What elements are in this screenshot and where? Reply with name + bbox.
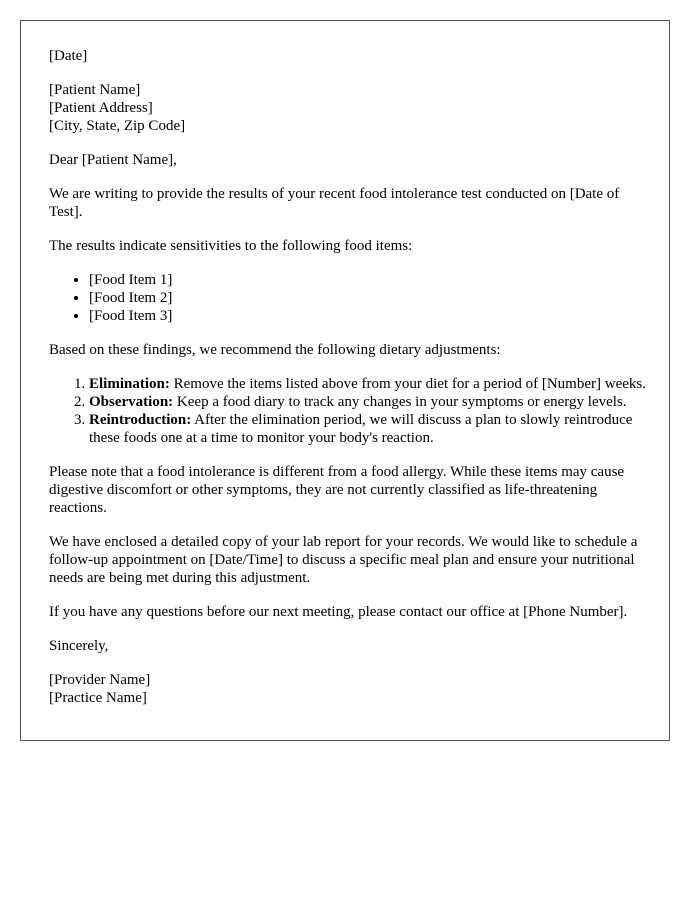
practice-name: [Practice Name]	[49, 690, 147, 706]
food-item: • [Food Item 2]	[89, 289, 649, 307]
intro-paragraph: We are writing to provide the results of your recent food intolerance test conducted on [Date of Test].	[49, 186, 620, 220]
results-intro: The results indicate sensitivities to the following food items:	[49, 238, 413, 254]
recipient-name: [Patient Name]	[49, 82, 141, 98]
recommend-intro: Based on these findings, we recommend the following dietary adjustments:	[49, 342, 501, 358]
letter-page	[20, 20, 670, 741]
adjustment-term: Reintroduction:	[89, 412, 192, 428]
adjustment-item	[89, 411, 649, 447]
salutation: Dear [Patient Name],	[49, 152, 177, 168]
adjustment-item	[89, 375, 649, 393]
adjustment-term: Observation:	[89, 394, 174, 410]
food-item: • [Food Item 3]	[89, 307, 649, 325]
closing: Sincerely,	[49, 638, 109, 654]
food-items-list	[49, 271, 649, 325]
followup-paragraph: We have enclosed a detailed copy of your lab report for your records. We would like to schedule a follow-up appointment on [Date/Time] to discuss a specific meal plan and ensure your nutritional needs are being met during this adjustment.	[49, 534, 638, 586]
adjustment-text: Keep a food diary to track any changes in your symptoms or energy levels.	[173, 394, 627, 410]
contact-paragraph: If you have any questions before our next meeting, please contact our office at [Phone Number].	[49, 604, 628, 620]
adjustment-term: Elimination:	[89, 376, 170, 392]
adjustment-text: After the elimination period, we will discuss a plan to slowly reintroduce these foods one at a time to monitor your body's reaction.	[89, 412, 633, 446]
recipient-city-state-zip: [City, State, Zip Code]	[49, 118, 186, 134]
signature-block	[49, 671, 649, 707]
adjustments-list	[49, 375, 649, 447]
recipient-address-block	[49, 81, 649, 135]
recipient-address: [Patient Address]	[49, 100, 153, 116]
provider-name: [Provider Name]	[49, 672, 151, 688]
food-item: • [Food Item 1]	[89, 271, 649, 289]
allergy-note-paragraph: Please note that a food intolerance is different from a food allergy. While these items may cause digestive discomfort or other symptoms, they are not currently classified as life-threatening reactions.	[49, 464, 625, 516]
adjustment-item	[89, 393, 649, 411]
adjustment-text: Remove the items listed above from your diet for a period of [Number] weeks.	[169, 376, 646, 392]
letter-date: [Date]	[49, 48, 88, 64]
